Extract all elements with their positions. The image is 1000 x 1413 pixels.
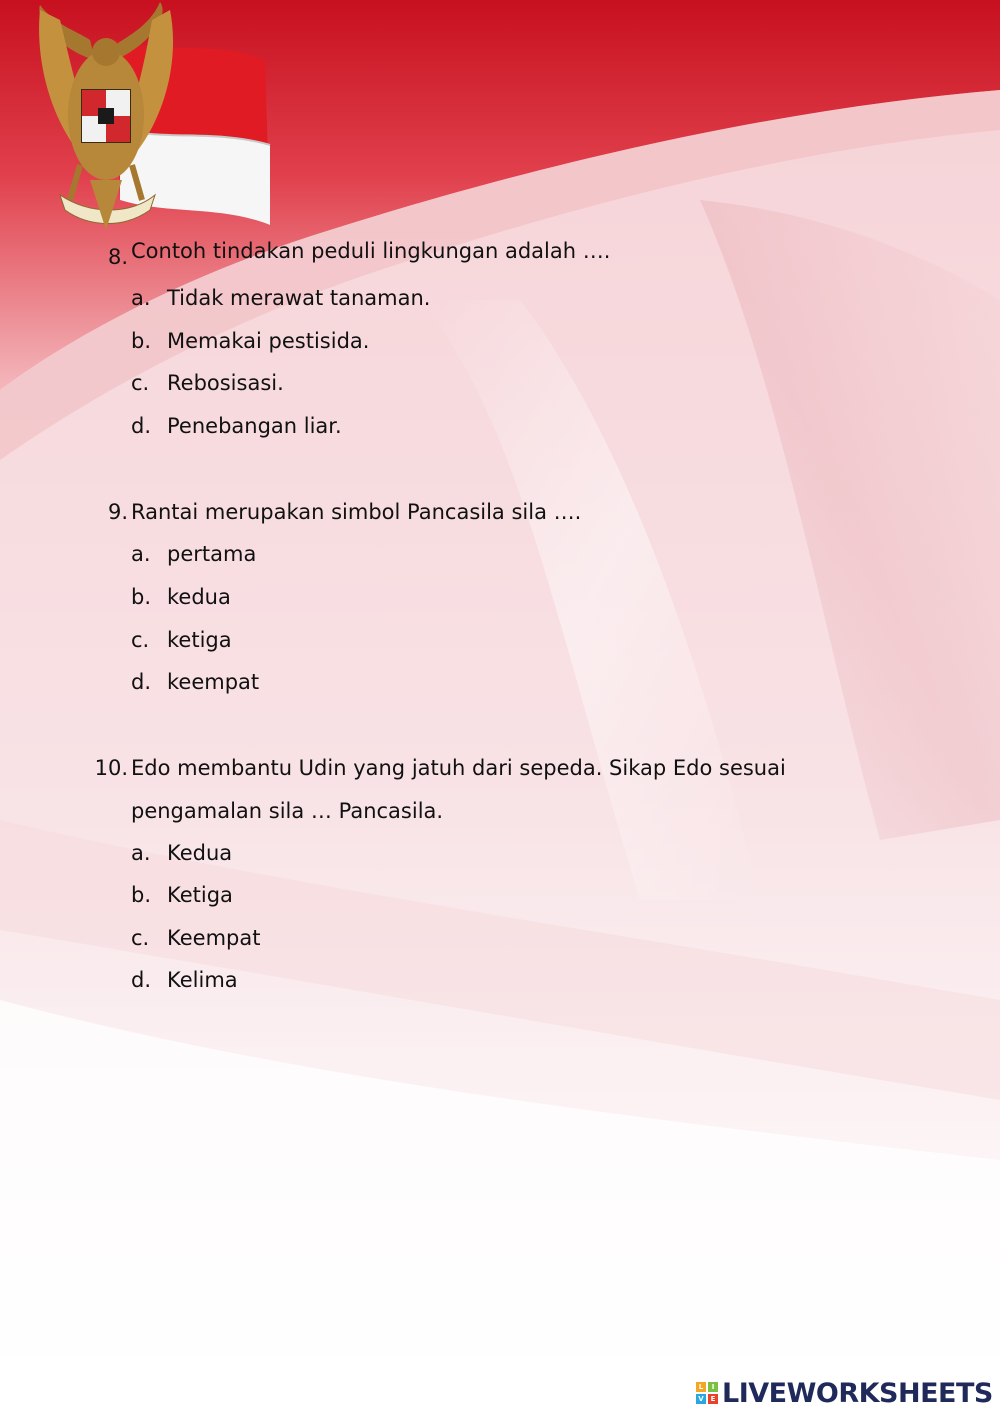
option-a[interactable] <box>131 283 430 313</box>
logo-letter: V <box>696 1394 706 1404</box>
option-text: pertama <box>167 542 257 566</box>
logo-letter: L <box>696 1382 706 1392</box>
option-d[interactable] <box>131 411 342 441</box>
option-text: Ketiga <box>167 883 233 907</box>
option-letter: c. <box>131 371 150 395</box>
option-text: Keempat <box>167 926 261 950</box>
question-text: Contoh tindakan peduli lingkungan adalah …. <box>131 239 611 263</box>
option-b[interactable] <box>131 880 233 910</box>
option-a[interactable] <box>131 838 232 868</box>
option-c[interactable] <box>131 625 232 655</box>
option-letter: c. <box>131 926 150 950</box>
option-b[interactable] <box>131 582 231 612</box>
option-letter: d. <box>131 414 152 438</box>
option-letter: a. <box>131 841 151 865</box>
option-d[interactable] <box>131 965 238 995</box>
option-letter: a. <box>131 286 151 310</box>
liveworksheets-logo[interactable] <box>696 1376 993 1410</box>
option-text: Tidak merawat tanaman. <box>167 286 431 310</box>
option-b[interactable] <box>131 326 369 356</box>
option-text: Memakai pestisida. <box>167 329 370 353</box>
option-text: keempat <box>167 670 260 694</box>
question-text: Edo membantu Udin yang jatuh dari sepeda. Sikap Edo sesuai pengamalan sila … Pancasila. <box>131 756 786 823</box>
logo-letter: E <box>708 1394 718 1404</box>
option-c[interactable] <box>131 923 260 953</box>
option-letter: a. <box>131 542 151 566</box>
logo-letter: I <box>708 1382 718 1392</box>
option-text: Penebangan liar. <box>167 414 342 438</box>
option-text: kedua <box>167 585 231 609</box>
logo-wordmark: LIVEWORKSHEETS <box>722 1377 993 1409</box>
option-text: Kedua <box>167 841 233 865</box>
question-number: 8. <box>107 245 128 269</box>
option-letter: b. <box>131 883 152 907</box>
liveworksheets-logo-icon <box>696 1382 718 1404</box>
option-letter: d. <box>131 670 152 694</box>
option-a[interactable] <box>131 539 256 569</box>
option-letter: b. <box>131 329 152 353</box>
option-d[interactable] <box>131 667 259 697</box>
question-number: 10. <box>94 756 128 780</box>
option-text: Kelima <box>167 968 238 992</box>
option-text: ketiga <box>167 628 232 652</box>
option-text: Rebosisasi. <box>167 371 284 395</box>
question-number: 9. <box>107 500 128 524</box>
option-letter: d. <box>131 968 152 992</box>
option-letter: c. <box>131 628 150 652</box>
question-text: Rantai merupakan simbol Pancasila sila …. <box>131 500 582 524</box>
option-letter: b. <box>131 585 152 609</box>
option-c[interactable] <box>131 368 284 398</box>
